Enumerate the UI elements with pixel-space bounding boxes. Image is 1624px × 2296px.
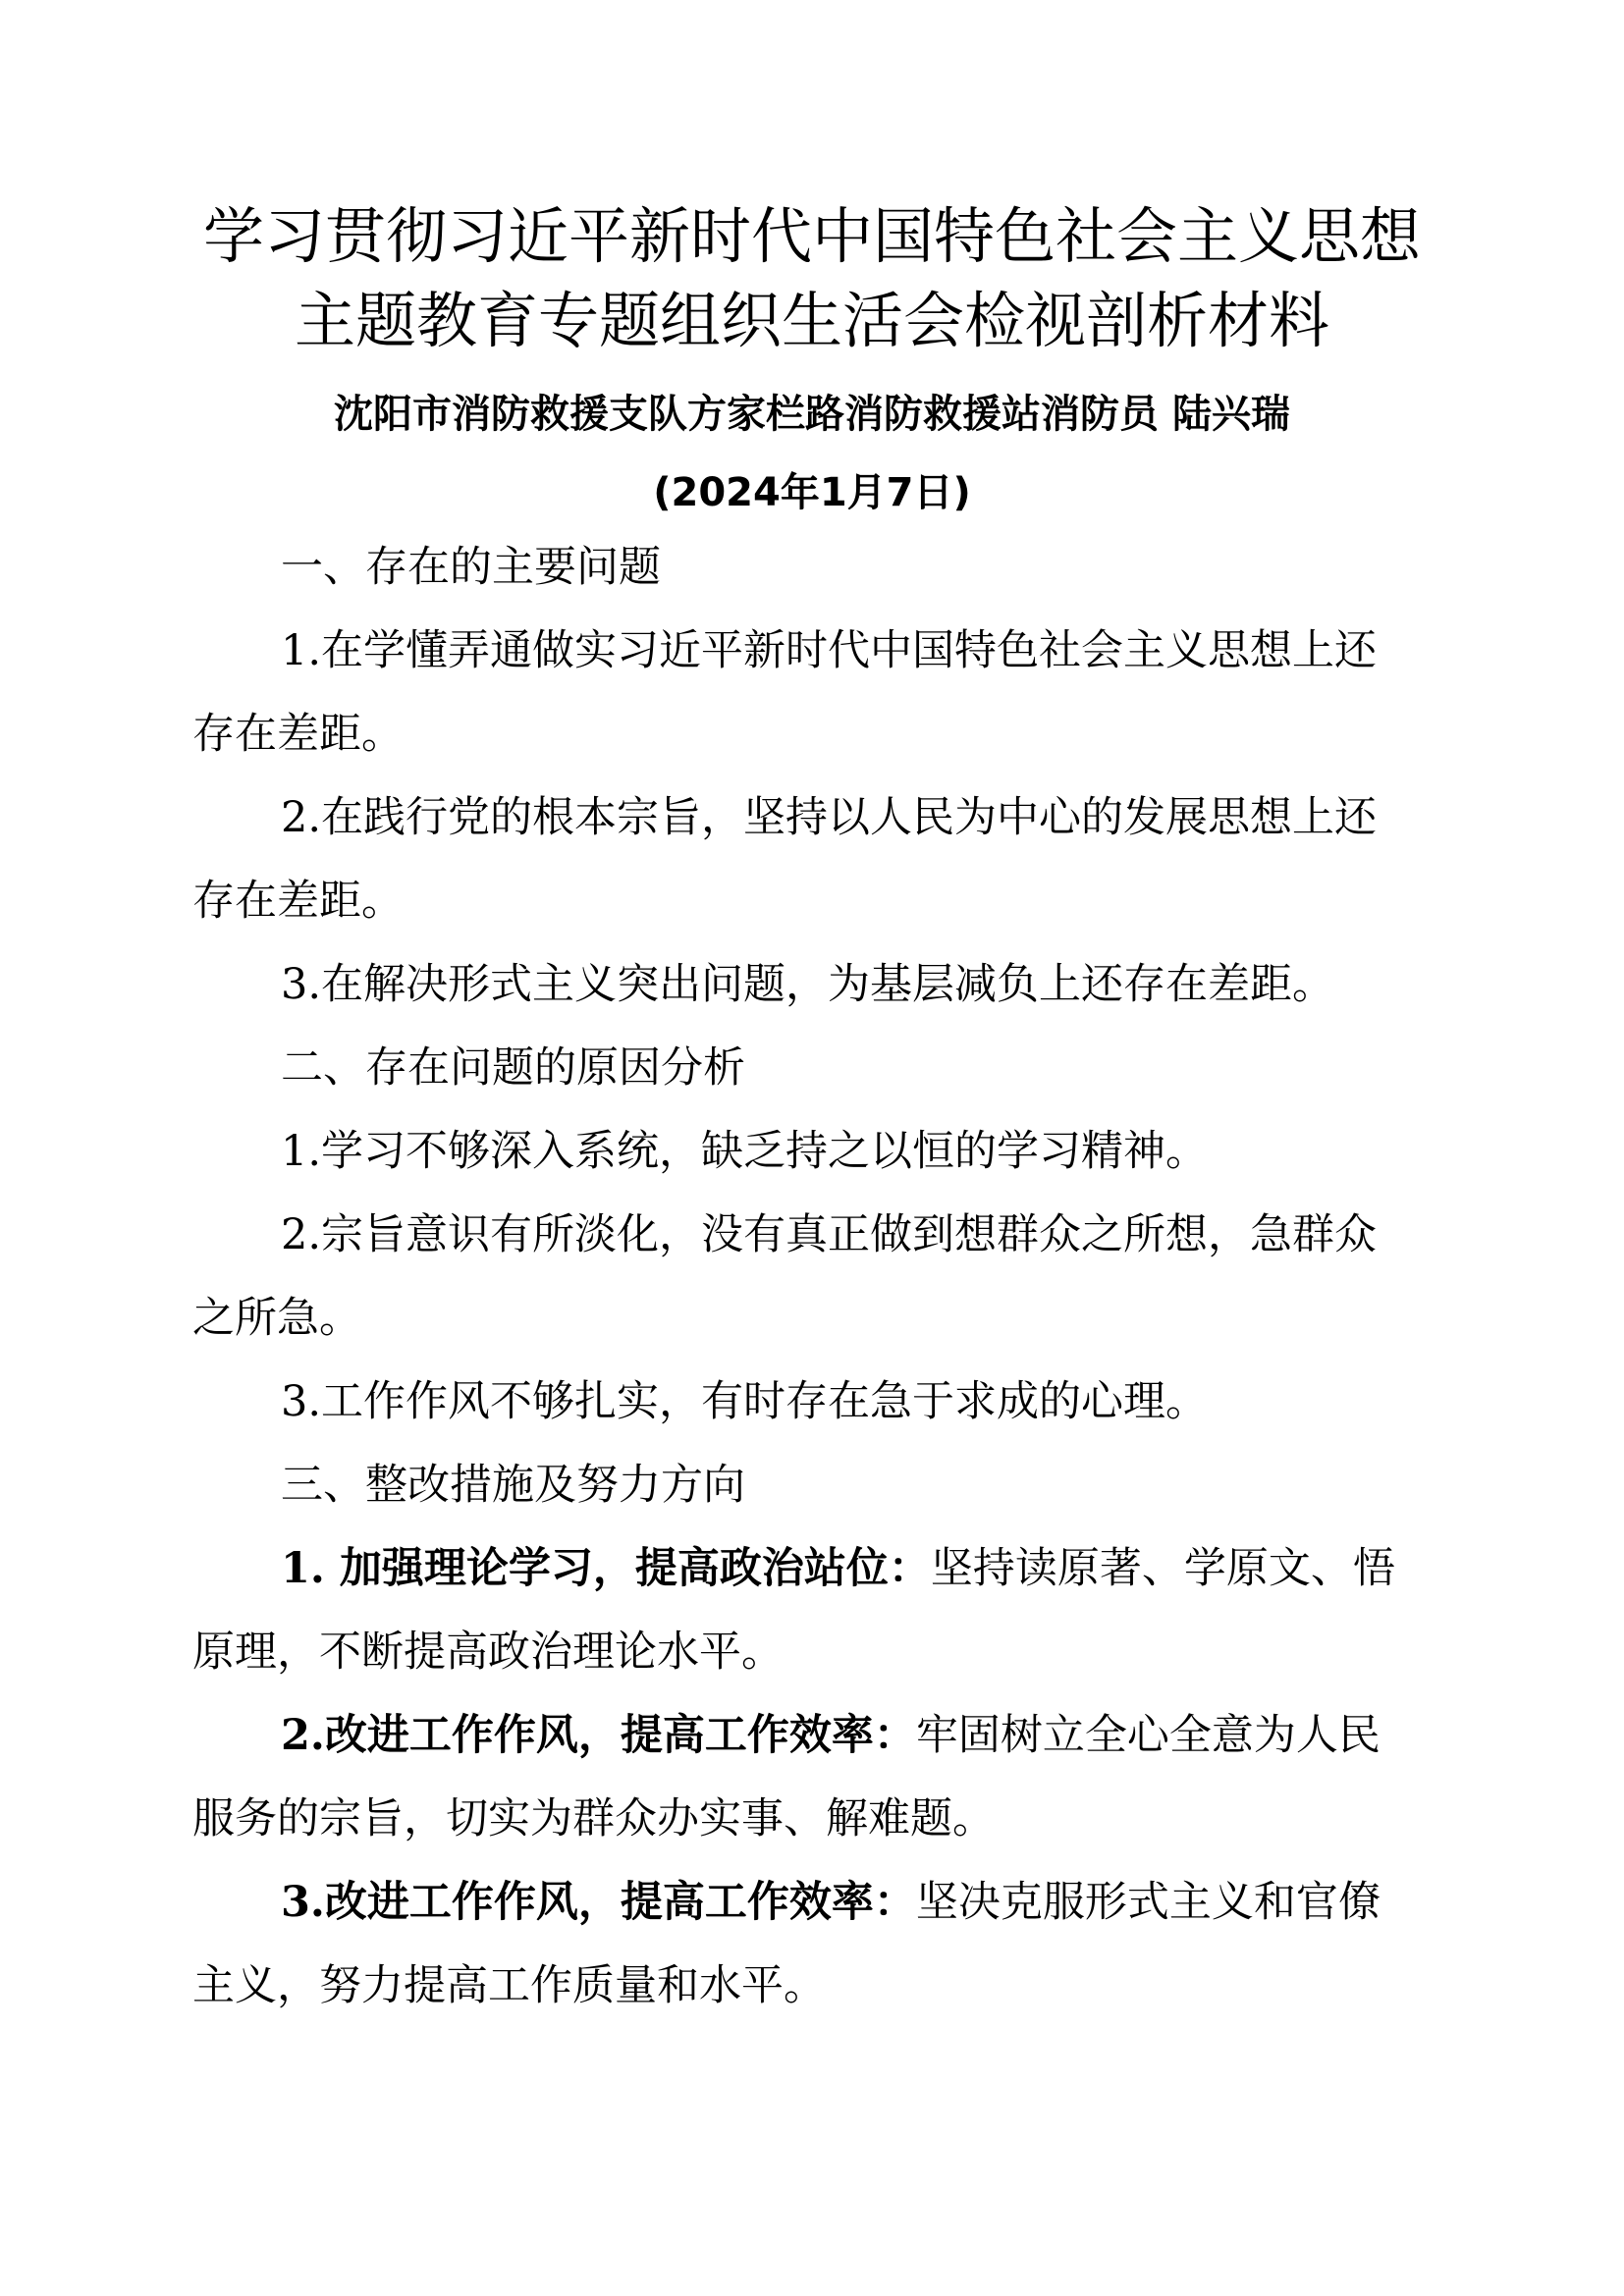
measure-title (281, 1544, 931, 1593)
paragraph (281, 1873, 1380, 1932)
paragraph-continuation: 存在差距。 (192, 877, 404, 926)
paragraph-continuation: 存在差距。 (192, 710, 404, 759)
paragraph-number: 3. (281, 1377, 322, 1426)
paragraph-text: 学习不够深入系统，缺乏持之以恒的学习精神。 (321, 1127, 1209, 1176)
paragraph-number: 1. (281, 1127, 322, 1176)
title-line-1: 学习贯彻习近平新时代中国特色社会主义思想 (202, 200, 1421, 272)
paragraph-number: 1. (281, 626, 322, 675)
paragraph (281, 1205, 1377, 1264)
section-heading-2: 二、存在问题的原因分析 (281, 1043, 745, 1093)
section-heading-3: 三、整改措施及努力方向 (281, 1461, 745, 1510)
paragraph (281, 621, 1377, 680)
paragraph-number: 3. (281, 960, 322, 1009)
paragraph-text: 宗旨意识有所淡化，没有真正做到想群众之所想，急群众 (321, 1210, 1378, 1259)
paragraph-text: 工作作风不够扎实，有时存在急于求成的心理。 (321, 1377, 1209, 1426)
measure-title-text: 加强理论学习，提高政治站位： (324, 1544, 931, 1593)
measure-title (281, 1878, 916, 1927)
paragraph-continuation: 主义，努力提高工作质量和水平。 (192, 1961, 826, 2010)
paragraph-text: 坚决克服形式主义和官僚 (915, 1878, 1380, 1927)
paragraph (281, 955, 1334, 1014)
paragraph (281, 788, 1377, 847)
document-title (147, 194, 1477, 363)
paragraph-number: 1. (281, 1544, 325, 1593)
paragraph-continuation: 原理，不断提高政治理论水平。 (192, 1628, 784, 1677)
paragraph (281, 1706, 1380, 1765)
measure-title-text: 改进工作作风，提高工作效率： (324, 1878, 916, 1927)
paragraph (281, 1122, 1208, 1181)
paragraph (281, 1372, 1208, 1431)
paragraph-number: 2. (281, 793, 322, 842)
paragraph-text: 坚持读原著、学原文、悟 (930, 1544, 1395, 1593)
paragraph-text: 在解决形式主义突出问题，为基层减负上还存在差距。 (321, 960, 1335, 1009)
paragraph-number: 3. (281, 1878, 325, 1927)
paragraph-continuation: 之所急。 (192, 1294, 361, 1343)
paragraph-text: 在学懂弄通做实习近平新时代中国特色社会主义思想上还 (321, 626, 1378, 675)
paragraph-number: 2. (281, 1210, 322, 1259)
paragraph-text: 在践行党的根本宗旨，坚持以人民为中心的发展思想上还 (321, 793, 1378, 842)
section-heading-1: 一、存在的主要问题 (281, 543, 661, 592)
date-line: (2024年1月7日) (653, 470, 971, 515)
measure-title-text: 改进工作作风，提高工作效率： (324, 1711, 916, 1760)
author-line: 沈阳市消防救援支队方家栏路消防救援站消防员 陆兴瑞 (334, 392, 1290, 437)
title-line-2: 主题教育专题组织生活会检视剖析材料 (294, 285, 1329, 356)
paragraph (281, 1539, 1395, 1598)
paragraph-continuation: 服务的宗旨，切实为群众办实事、解难题。 (192, 1794, 995, 1843)
paragraph-number: 2. (281, 1711, 325, 1760)
measure-title (281, 1711, 916, 1760)
paragraph-text: 牢固树立全心全意为人民 (915, 1711, 1380, 1760)
